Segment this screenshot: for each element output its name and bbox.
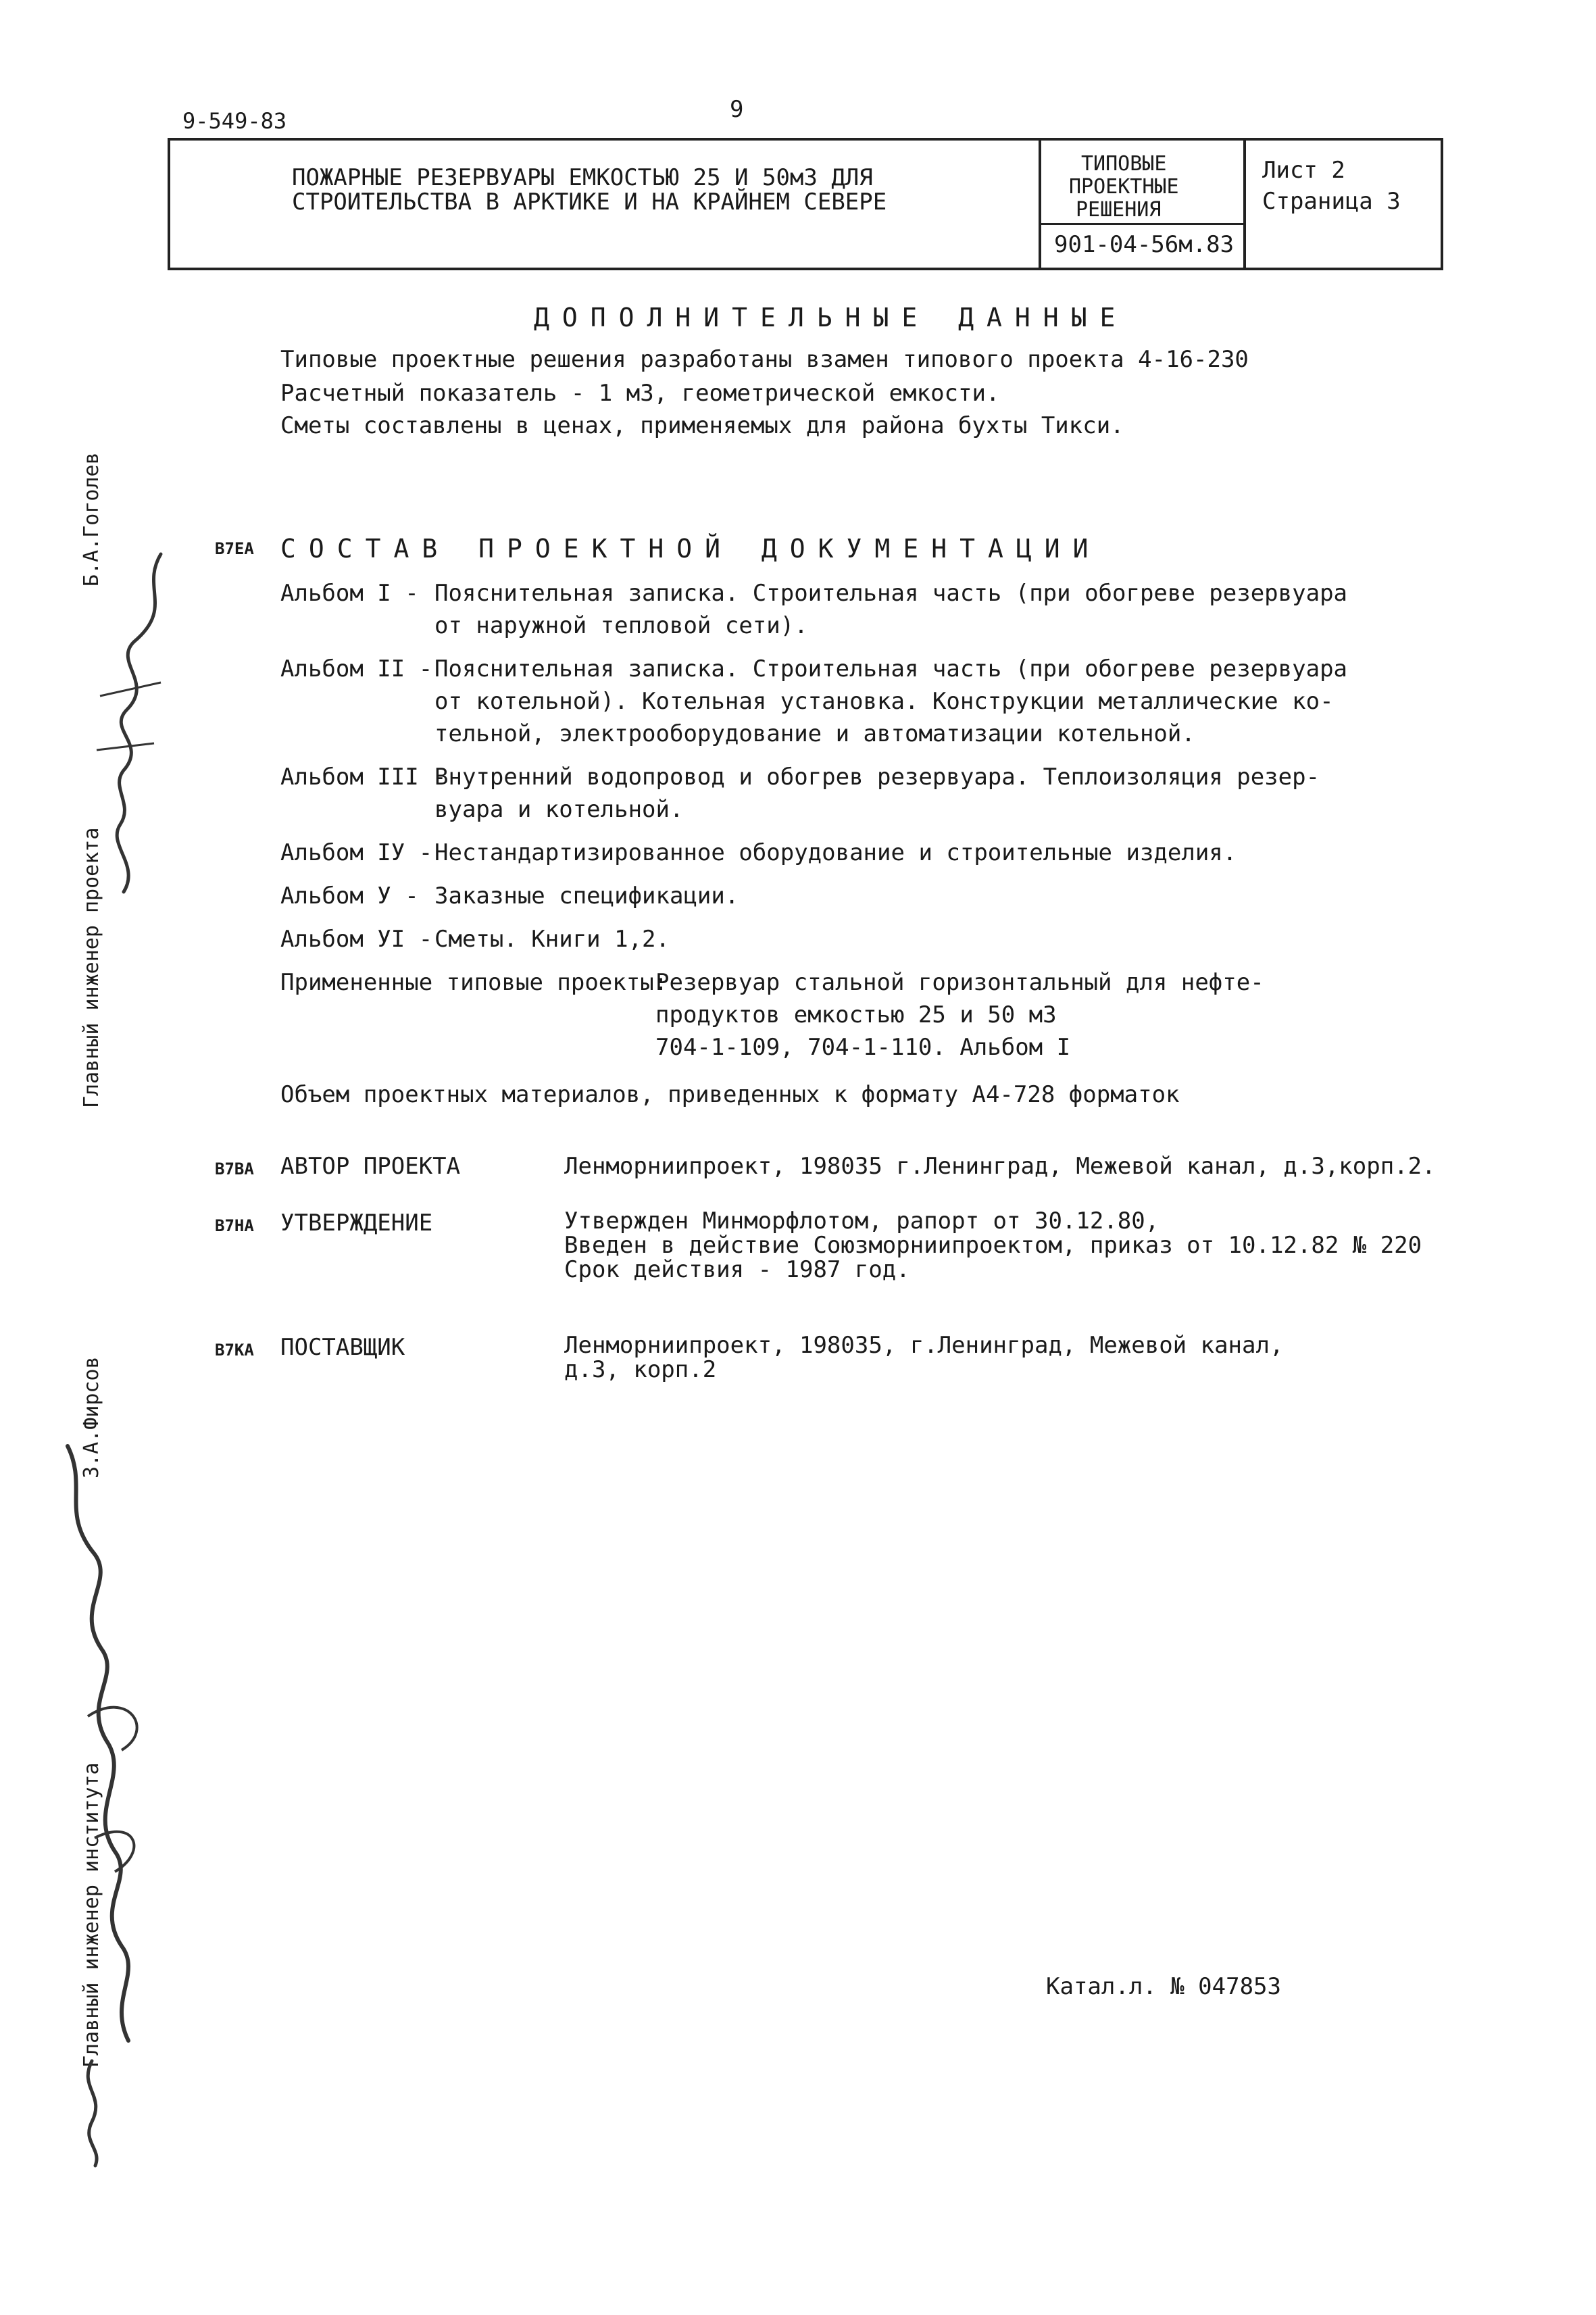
album-3-text: вуара и котельной. bbox=[434, 796, 684, 823]
title-block-divider bbox=[1039, 138, 1041, 270]
composition-heading: СОСТАВ ПРОЕКТНОЙ ДОКУМЕНТАЦИИ bbox=[280, 534, 1101, 564]
chief-engineer-project-name: Б.А.Гоголев bbox=[80, 452, 103, 587]
album-4-label: Альбом IУ - bbox=[280, 839, 433, 866]
album-5-text: Заказные спецификации. bbox=[434, 882, 739, 910]
applied-projects-text: 704-1-109, 704-1-110. Альбом I bbox=[655, 1034, 1071, 1061]
album-2-text: от котельной). Котельная установка. Конструкции металлические ко- bbox=[434, 688, 1334, 715]
type-line-3: РЕШЕНИЯ bbox=[1076, 198, 1162, 222]
page-label: Страница 3 bbox=[1262, 188, 1401, 215]
album-5-label: Альбом У - bbox=[280, 882, 419, 910]
signature-chief-engineer-institute bbox=[47, 1433, 182, 2108]
document-code: 9-549-83 bbox=[182, 108, 287, 134]
approval-line-2: Введен в действие Союзморниипроектом, приказ от 10.12.82 № 220 bbox=[564, 1232, 1422, 1259]
composition-tag: В7ЕА bbox=[215, 539, 254, 558]
author-text: Ленморниипроект, 198035 г.Ленинград, Межевой канал, д.3,корп.2. bbox=[564, 1153, 1436, 1180]
album-3-label: Альбом III - bbox=[280, 764, 447, 791]
volume-line: Объем проектных материалов, приведенных к формату А4-728 форматок bbox=[280, 1081, 1180, 1108]
album-1-label: Альбом I - bbox=[280, 580, 419, 607]
album-6-label: Альбом УI - bbox=[280, 926, 433, 953]
initial-mark bbox=[65, 2054, 139, 2169]
chief-engineer-institute-name: З.А.Фирсов bbox=[80, 1356, 103, 1478]
author-label: АВТОР ПРОЕКТА bbox=[280, 1153, 461, 1180]
sheet-label: Лист 2 bbox=[1262, 157, 1345, 184]
project-code: 901-04-56м.83 bbox=[1054, 231, 1235, 258]
supplier-tag: В7КА bbox=[215, 1341, 254, 1360]
supplier-line-2: д.3, корп.2 bbox=[564, 1356, 717, 1383]
page-number: 9 bbox=[730, 96, 744, 123]
album-2-text: тельной, электрооборудование и автоматизации котельной. bbox=[434, 720, 1195, 747]
additional-line-1: Типовые проектные решения разработаны взамен типового проекта 4-16-230 bbox=[280, 346, 1249, 373]
author-tag: В7ВА bbox=[215, 1160, 254, 1178]
applied-projects-text: Резервуар стальной горизонтальный для нефте- bbox=[655, 969, 1264, 996]
title-block-divider bbox=[1243, 138, 1246, 270]
signature-chief-engineer-project bbox=[59, 527, 195, 905]
approval-line-1: Утвержден Минморфлотом, рапорт от 30.12.80, bbox=[564, 1208, 1159, 1235]
catalog-number: Катал.л. № 047853 bbox=[1046, 1973, 1281, 2000]
applied-projects-text: продуктов емкостью 25 и 50 м3 bbox=[655, 1001, 1057, 1028]
album-1-text: от наружной тепловой сети). bbox=[434, 612, 808, 639]
album-2-text: Пояснительная записка. Строительная часть (при обогреве резервуара bbox=[434, 655, 1348, 682]
additional-heading: ДОПОЛНИТЕЛЬНЫЕ ДАННЫЕ bbox=[534, 303, 1128, 332]
approval-tag: В7НА bbox=[215, 1216, 254, 1235]
title-line-1: ПОЖАРНЫЕ РЕЗЕРВУАРЫ ЕМКОСТЬЮ 25 И 50м3 ДЛЯ bbox=[292, 164, 873, 191]
approval-label: УТВЕРЖДЕНИЕ bbox=[280, 1210, 433, 1237]
supplier-line-1: Ленморниипроект, 198035, г.Ленинград, Межевой канал, bbox=[564, 1332, 1284, 1359]
approval-line-3: Срок действия - 1987 год. bbox=[564, 1256, 910, 1283]
chief-engineer-institute-label: Главный инженер института bbox=[80, 1762, 103, 2068]
title-line-2: СТРОИТЕЛЬСТВА В АРКТИКЕ И НА КРАЙНЕМ СЕВЕРЕ bbox=[292, 189, 887, 216]
supplier-label: ПОСТАВЩИК bbox=[280, 1334, 405, 1361]
applied-projects-label: Примененные типовые проекты: bbox=[280, 969, 668, 996]
chief-engineer-project-label: Главный инженер проекта bbox=[80, 827, 103, 1108]
album-6-text: Сметы. Книги 1,2. bbox=[434, 926, 670, 953]
album-2-label: Альбом II - bbox=[280, 655, 433, 682]
album-3-text: Внутренний водопровод и обогрев резервуара. Теплоизоляция резер- bbox=[434, 764, 1320, 791]
type-line-2: ПРОЕКТНЫЕ bbox=[1069, 175, 1179, 199]
additional-line-2: Расчетный показатель - 1 м3, геометрической емкости. bbox=[280, 380, 1000, 407]
type-divider bbox=[1041, 223, 1243, 225]
album-1-text: Пояснительная записка. Строительная часть (при обогреве резервуара bbox=[434, 580, 1348, 607]
album-4-text: Нестандартизированное оборудование и строительные изделия. bbox=[434, 839, 1237, 866]
type-line-1: ТИПОВЫЕ bbox=[1081, 152, 1167, 176]
additional-line-3: Сметы составлены в ценах, применяемых для района бухты Тикси. bbox=[280, 412, 1124, 439]
